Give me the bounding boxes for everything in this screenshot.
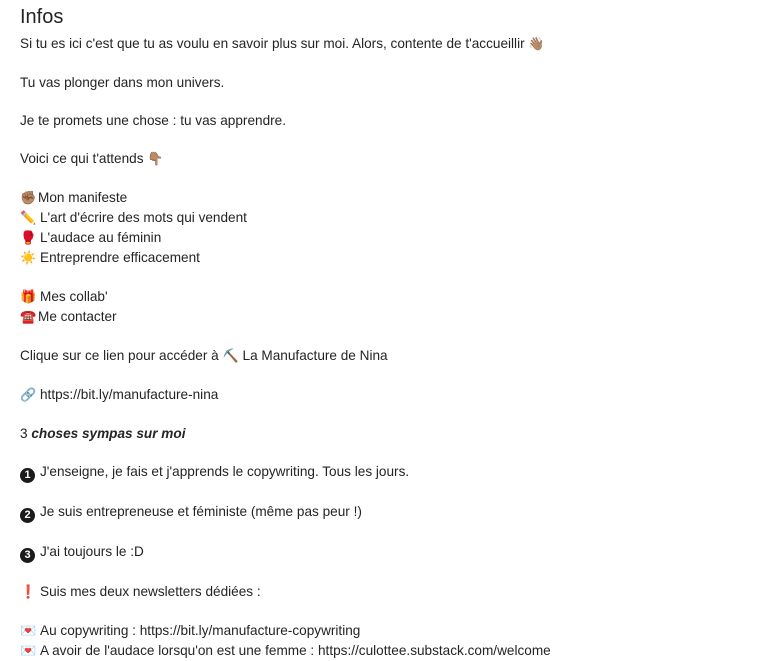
facts-count: 3 [20, 426, 28, 441]
fact-item-2 [20, 502, 760, 523]
url-line [20, 385, 760, 405]
number-one-icon: 1 [20, 468, 35, 483]
fact-text: Je suis entrepreneuse et féministe (même pas peur !) [40, 504, 362, 519]
menu-item-label: L'art d'écrire des mots qui vendent [40, 210, 247, 225]
pick-icon: ⛏️ [222, 349, 239, 364]
facts-header-text: choses sympas sur moi [31, 426, 186, 441]
menu-item-entreprendre [20, 248, 760, 268]
pointing-down-icon: 👇🏽 [147, 152, 164, 167]
number-three-icon: 3 [20, 548, 35, 563]
menu-item-manifeste [20, 188, 760, 208]
intro-text: Si tu es ici c'est que tu as voulu en savoir plus sur moi. Alors, contente de t'accueillir [20, 36, 525, 51]
menu-item-label: Me contacter [38, 309, 117, 324]
pencil-icon: ✏️ [20, 211, 37, 226]
sun-icon: ☀️ [20, 251, 37, 266]
fact-item-3 [20, 542, 760, 563]
manufacture-url-link[interactable]: https://bit.ly/manufacture-nina [40, 387, 219, 402]
menu-item-audace [20, 228, 760, 248]
universe-line: Tu vas plonger dans mon univers. [20, 75, 225, 90]
boxing-glove-icon: 🥊 [20, 231, 37, 246]
menu-item-label: Mes collab' [40, 289, 108, 304]
promise-line: Je te promets une chose : tu vas apprendre. [20, 113, 286, 128]
fact-text: J'enseigne, je fais et j'apprends le copywriting. Tous les jours. [40, 464, 410, 479]
exclamation-icon: ❗ [20, 585, 37, 600]
menu-item-contact [20, 307, 760, 327]
love-letter-icon: 💌 [20, 644, 37, 659]
telephone-icon: ☎️ [20, 310, 37, 325]
cta-text: Clique sur ce lien pour accéder à [20, 348, 219, 363]
gift-icon: 🎁 [20, 290, 37, 305]
page-title: Infos [20, 6, 64, 28]
number-two-icon: 2 [20, 508, 35, 523]
link-icon: 🔗 [20, 388, 37, 403]
awaits-text: Voici ce qui t'attends [20, 151, 144, 166]
newsletter-item-audace [20, 641, 760, 661]
newsletter-culottee-link[interactable]: https://culottee.substack.com/welcome [318, 643, 551, 658]
fact-text: J'ai toujours le :D [40, 544, 144, 559]
newsletter-label: Au copywriting : [40, 623, 136, 638]
newsletter-copywriting-link[interactable]: https://bit.ly/manufacture-copywriting [139, 623, 361, 638]
infos-panel [20, 4, 760, 661]
facts-header [20, 424, 760, 443]
newsletter-label: A avoir de l'audace lorsqu'on est une femme : [40, 643, 315, 658]
newsletters-intro [20, 582, 760, 602]
menu-item-label: Entreprendre efficacement [40, 250, 200, 265]
menu-item-label: Mon manifeste [38, 190, 128, 205]
menu-item-collab [20, 287, 760, 307]
intro-line [20, 34, 760, 54]
menu-item-label: L'audace au féminin [40, 230, 162, 245]
newsletter-item-copywriting [20, 621, 760, 641]
cta-line [20, 346, 760, 366]
menu-item-art-ecrire [20, 208, 760, 228]
fact-item-1 [20, 462, 760, 483]
awaits-line [20, 149, 760, 169]
love-letter-icon: 💌 [20, 624, 37, 639]
cta-link-text: La Manufacture de Nina [242, 348, 388, 363]
raised-fist-icon: ✊🏽 [20, 191, 37, 206]
waving-hand-icon: 👋🏽 [528, 37, 545, 52]
newsletters-intro-text: Suis mes deux newsletters dédiées : [40, 584, 261, 599]
